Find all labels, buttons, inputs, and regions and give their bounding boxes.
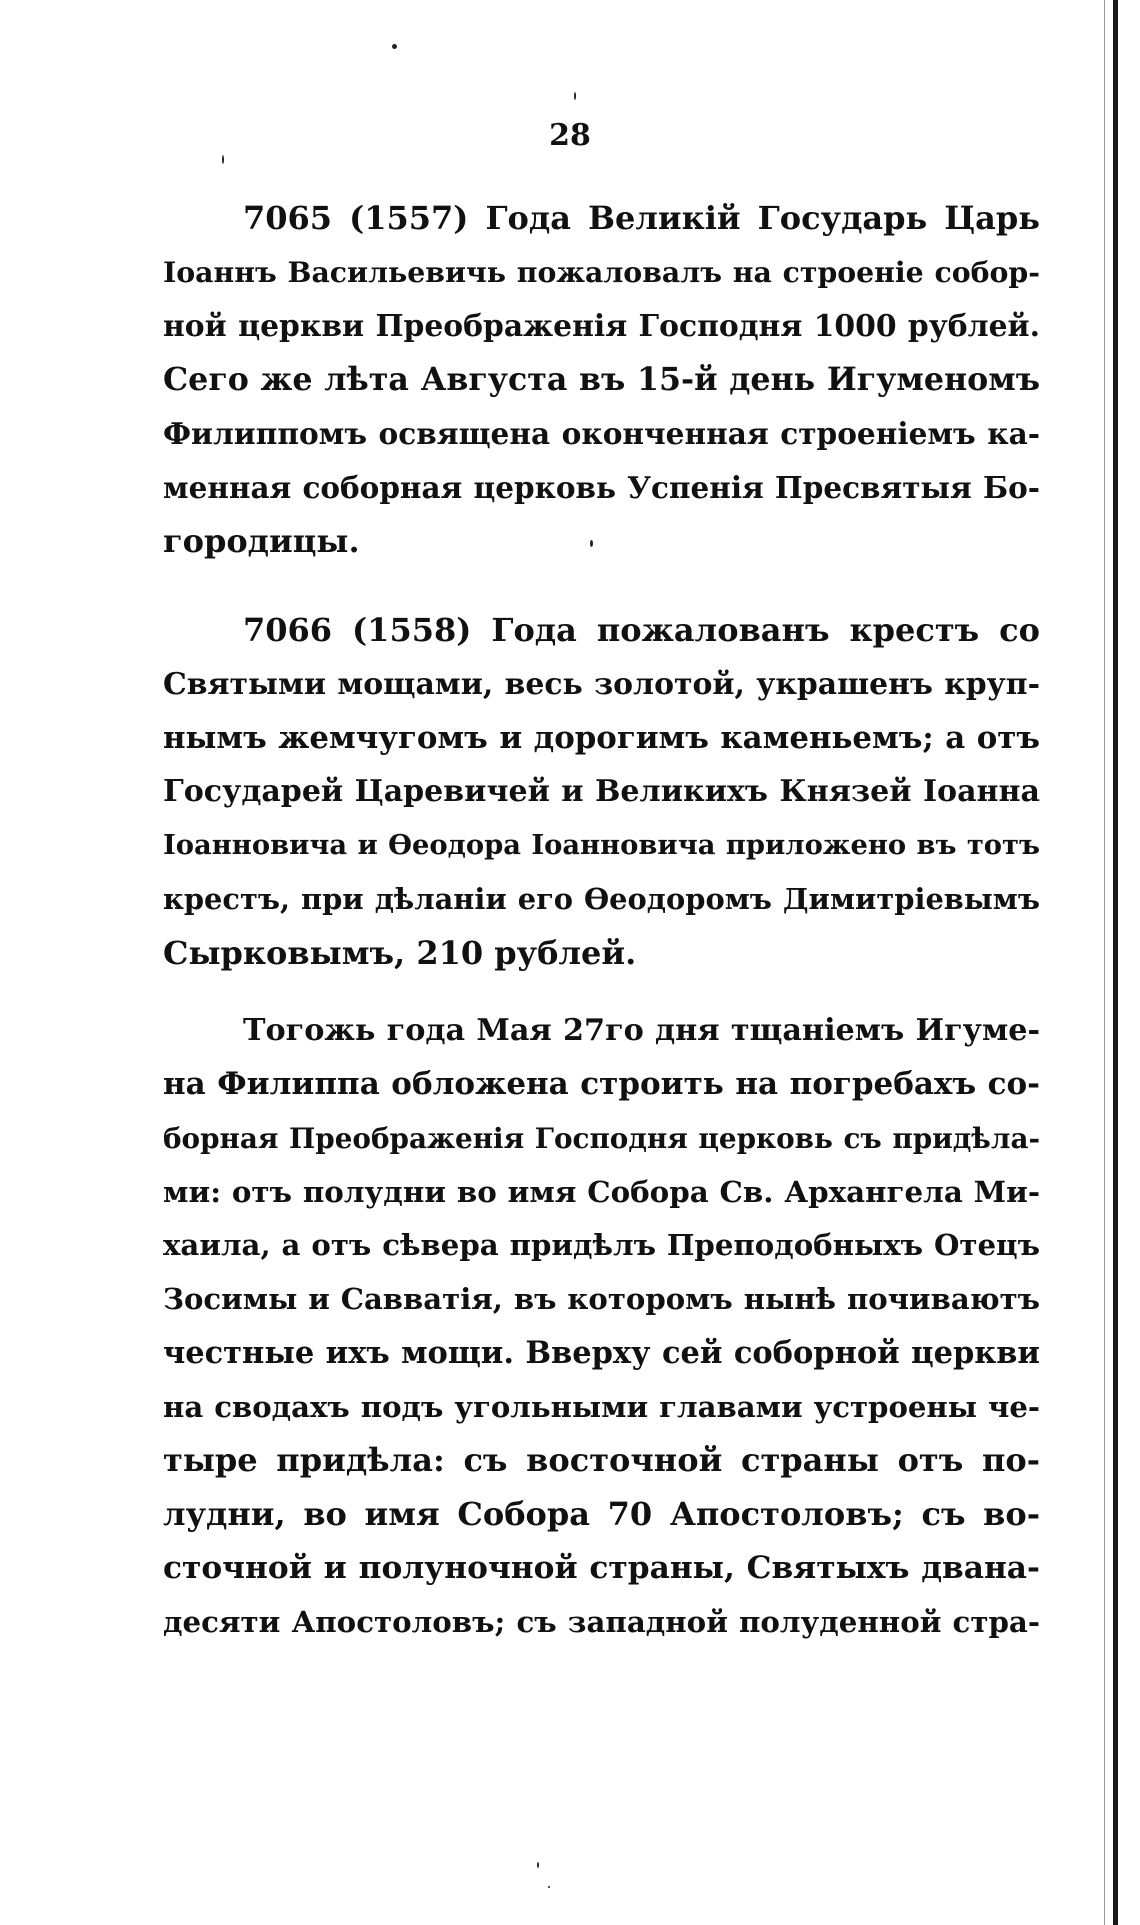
scan-speck [392, 44, 397, 49]
text-line: нымъ жемчугомъ и дорогимъ каменьемъ; а отъ [163, 719, 1040, 756]
paragraph-3 [163, 1004, 1040, 1650]
text-line: десяти Апостоловъ; съ западной полуденной стра- [163, 1604, 1040, 1639]
paragraph-2 [163, 604, 1040, 981]
text-line: хаила, а отъ сѣвера придѣлъ Преподобныхъ Отецъ [163, 1228, 1040, 1263]
text-line: Государей Царевичей и Великихъ Князей Іоанна [163, 774, 1040, 810]
scan-speck [537, 1862, 539, 1868]
scan-speck [548, 1886, 550, 1888]
paragraph-1 [163, 192, 1040, 569]
text-line: 7066 (1558) Года пожалованъ крестъ со [243, 611, 1040, 649]
page-edge-shadow [1104, 0, 1105, 1925]
text-line: лудни, во имя Собора 70 Апостоловъ; съ во- [163, 1495, 1040, 1534]
text-line: 7065 (1557) Года Великій Государь Царь [243, 199, 1040, 237]
text-line: борная Преображенія Господня церковь съ придѣла- [163, 1121, 1040, 1155]
text-line: тыре придѣла: съ восточной страны отъ по- [163, 1441, 1040, 1480]
text-line: Тогожь года Мая 27го дня тщаніемъ Игуме- [243, 1013, 1040, 1048]
text-line: Іоаннъ Васильевичь пожаловалъ на строеніе собор- [163, 254, 1040, 289]
page-number: 28 [549, 118, 591, 153]
text-line: ми: отъ полудни во имя Собора Св. Архангела Ми- [163, 1174, 1040, 1210]
text-line: Іоанновича и Ѳеодора Іоанновича приложено въ тотъ [163, 829, 1040, 862]
text-line: на сводахъ подъ угольными главами устроены че- [163, 1389, 1040, 1424]
page-edge-border [1113, 0, 1118, 1925]
text-line: Святыми мощами, весь золотой, украшенъ круп- [163, 666, 1040, 702]
text-line: Филиппомъ освящена оконченная строеніемъ ка- [163, 416, 1040, 452]
text-line: Зосимы и Савватія, въ которомъ нынѣ почиваютъ [163, 1281, 1040, 1316]
scan-speck [574, 92, 576, 100]
text-line: Сырковымъ, 210 рублей. [163, 933, 637, 972]
text-line: крестъ, при дѣланіи его Ѳеодоромъ Димитріевымъ [163, 881, 1040, 916]
text-line: сточной и полуночной страны, Святыхъ двана- [163, 1549, 1040, 1586]
text-line: городицы. [163, 521, 360, 560]
text-line: на Филиппа обложена строить на погребахъ со- [163, 1065, 1040, 1102]
text-line: ной церкви Преображенія Господня 1000 рублей. [163, 308, 1040, 344]
text-line: Сего же лѣта Августа въ 15-й день Игуменомъ [163, 361, 1040, 399]
text-line: честные ихъ мощи. Вверху сей соборной церкви [163, 1334, 1040, 1371]
scan-speck [222, 155, 224, 164]
text-line: менная соборная церковь Успенія Пресвятыя Бо- [163, 469, 1040, 505]
